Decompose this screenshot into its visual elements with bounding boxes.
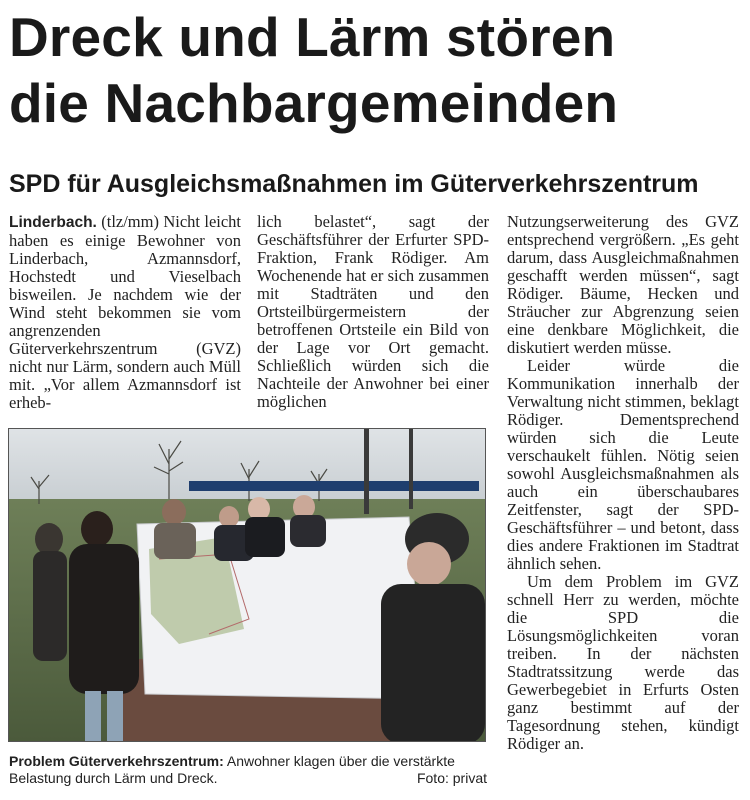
photo-credit: Foto: privat — [416, 770, 487, 786]
caption-text: Anwohner klagen über die verstärkte Belastung durch Lärm und Dreck. — [9, 753, 455, 786]
column-3-paragraph-3: Um dem Problem im GVZ schnell Herr zu werden, möchte die SPD die Lösungsmöglichkeiten voran treiben. In der nächsten Stadtratssitzung werde das Gewerbegebiet in Erfurts Osten ganz bestimmt auf der Tagesordnung stehen, kündigt Rödiger an. — [507, 572, 739, 753]
article-column-3 — [507, 213, 739, 793]
photo-illustration — [9, 429, 485, 741]
photo-building — [189, 481, 479, 491]
photo-pole — [409, 429, 413, 509]
dateline: Linderbach. — [9, 214, 97, 231]
article-column-1 — [9, 213, 241, 423]
headline-line-1: Dreck und Lärm stören — [9, 6, 616, 68]
column-3-paragraph-1: Nutzungserweiterung des GVZ entsprechend vergrößern. „Es geht darum, dass Ausgleichmaßnahmen geschafft werden müssen“, sagt Rödiger. Bäume, Hecken und Sträucher zur Abgrenzung seien eine denkbare Möglichkeit, die diskutiert werden müsse. — [507, 213, 739, 357]
subtitle: SPD für Ausgleichsmaßnahmen im Güterverkehrszentrum — [9, 170, 699, 198]
column-2-text: lich belastet“, sagt der Geschäftsführer der Erfurter SPD-Fraktion, Frank Rödiger. Am Wochenende hat er sich zusammen mit Stadträten und den Ortsteilbürgermeistern der betroffenen Ortsteile ein Bild von der Lage vor Ort gemacht. Schließlich würden sich die Nachteile der Anwohner bei einer möglichen — [257, 213, 489, 411]
column-1-text: (tlz/mm) Nicht leicht haben es einige Bewohner von Linderbach, Azmannsdorf, Hochstedt und Vieselbach bisweilen. Je nachdem wie der Wind steht bekommen sie vom angrenzenden Güterverkehrszentrum (GVZ) nicht nur Lärm, sondern auch Müll mit. „Vor allem Azmannsdorf ist erheb- — [9, 213, 241, 412]
article-photo — [8, 428, 486, 742]
article-column-2 — [257, 213, 489, 423]
column-3-paragraph-2: Leider würde die Kommunikation innerhalb der Verwaltung nicht stimmen, beklagt Rödiger. Dementsprechend würden sich die Leute verschaukelt fühlen. Nötig seien sowohl Ausgleichsmaßnahmen als auch ein überschaubares Zeitfenster, sagt der SPD-Geschäftsführer – und betont, dass dies andere Fraktionen im Stadtrat ähnlich sehen. — [507, 356, 739, 573]
caption-title: Problem Güterverkehrszentrum: — [9, 753, 224, 769]
photo-lamp-post — [364, 429, 369, 514]
headline — [9, 4, 744, 136]
photo-sky — [9, 429, 485, 509]
headline-line-2: die Nachbargemeinden — [9, 72, 619, 134]
photo-caption — [9, 753, 487, 787]
